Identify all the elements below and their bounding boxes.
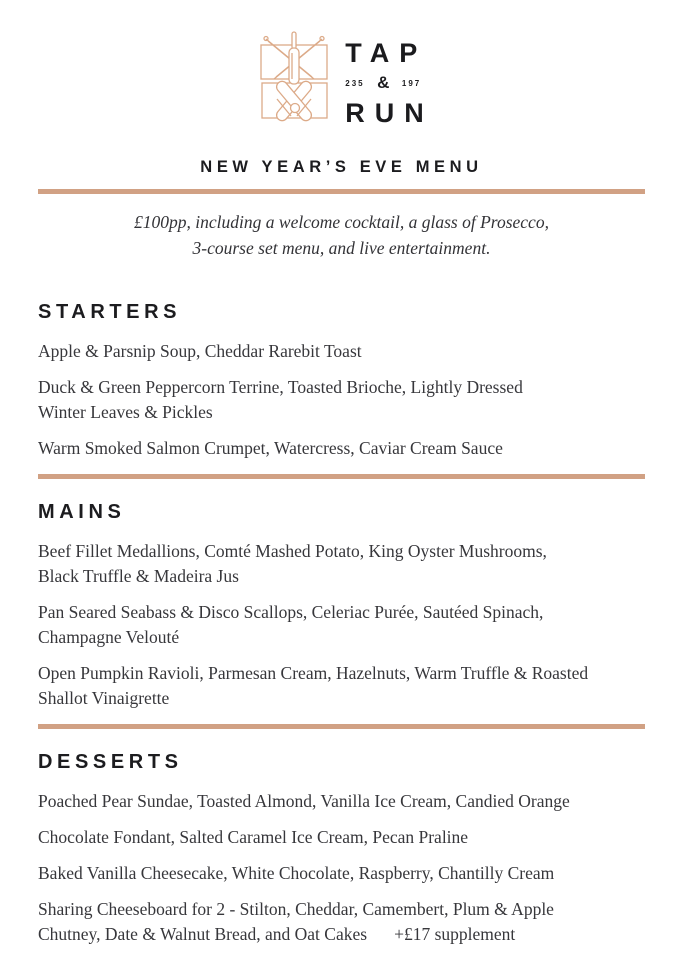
menu-item: Pan Seared Seabass & Disco Scallops, Celeriac Purée, Sautéed Spinach, Champagne Velouté (38, 602, 544, 647)
logo-score-right: 197 (401, 78, 422, 88)
menu-item: Beef Fillet Medallions, Comté Mashed Potato, King Oyster Mushrooms, Black Truffle & Madeira Jus (38, 541, 547, 586)
accent-divider (38, 189, 645, 194)
accent-divider (38, 474, 645, 479)
menu-item-last-line: Chutney, Date & Walnut Bread, and Oat Cakes +£17 supplement (38, 924, 516, 944)
menu-item: Chocolate Fondant, Salted Caramel Ice Cream, Pecan Praline (38, 827, 469, 847)
menu-item: Warm Smoked Salmon Crumpet, Watercress, Caviar Cream Sauce (38, 438, 503, 458)
logo-wordmark (345, 40, 434, 126)
logo (38, 31, 645, 131)
section-heading-mains: MAINS (38, 501, 126, 523)
intro-line: £100pp, including a welcome cocktail, a glass of Prosecco, (134, 212, 549, 232)
menu-item: Duck & Green Peppercorn Terrine, Toasted Brioche, Lightly Dressed Winter Leaves & Pickles (38, 377, 523, 422)
section-mains (38, 501, 645, 711)
logo-score-left: 235 (345, 78, 365, 88)
menu-item: Sharing Cheeseboard for 2 - Stilton, Cheddar, Camembert, Plum & Apple Chutney, Date & Walnut Bread, and Oat Cakes +£17 supplement (38, 897, 645, 947)
intro-text (38, 209, 645, 261)
menu-item: Open Pumpkin Ravioli, Parmesan Cream, Hazelnuts, Warm Truffle & Roasted Shallot Vinaigrette (38, 663, 589, 708)
section-starters (38, 301, 645, 461)
logo-scores-row (345, 73, 421, 93)
cricket-bats-illustration-icon (249, 31, 337, 131)
logo-word-run: RUN (345, 98, 434, 128)
logo-word-tap: TAP (345, 38, 428, 68)
page-title: NEW YEAR’S EVE MENU (200, 158, 483, 176)
intro-line: 3-course set menu, and live entertainment. (192, 238, 491, 258)
section-heading-starters: STARTERS (38, 301, 182, 323)
menu-item: Poached Pear Sundae, Toasted Almond, Vanilla Ice Cream, Candied Orange (38, 791, 570, 811)
menu-item: Baked Vanilla Cheesecake, White Chocolate, Raspberry, Chantilly Cream (38, 863, 555, 883)
section-desserts (38, 751, 645, 947)
logo-ampersand: & (377, 73, 390, 92)
supplement-note: +£17 supplement (394, 924, 516, 944)
section-heading-desserts: DESSERTS (38, 751, 183, 773)
menu-item: Apple & Parsnip Soup, Cheddar Rarebit Toast (38, 341, 362, 361)
accent-divider (38, 724, 645, 729)
